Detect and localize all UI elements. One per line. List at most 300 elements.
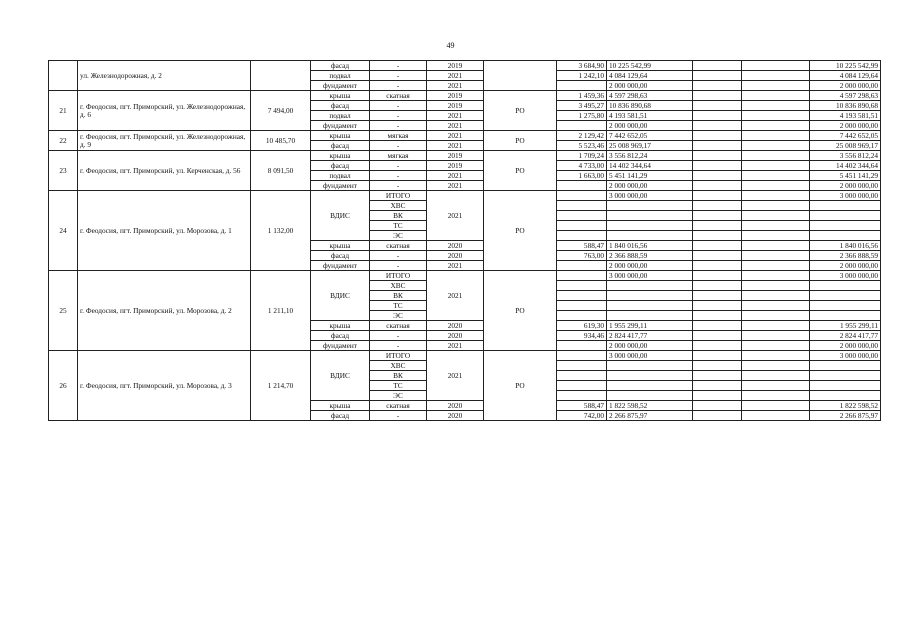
work-year: 2021 xyxy=(427,261,484,271)
empty-cell xyxy=(742,111,810,121)
work-year: 2021 xyxy=(427,111,484,121)
cost-cell: 2 824 417,77 xyxy=(607,331,693,341)
qty-cell xyxy=(557,361,607,371)
ro-label: РО xyxy=(484,351,557,421)
work-year: 2019 xyxy=(427,151,484,161)
cost-cell xyxy=(607,201,693,211)
cost-cell xyxy=(607,361,693,371)
vdis-sub-label: ЭС xyxy=(370,231,427,241)
total-cell xyxy=(810,211,881,221)
qty-cell: 588,47 xyxy=(557,401,607,411)
empty-cell xyxy=(742,201,810,211)
cost-cell: 7 442 652,05 xyxy=(607,131,693,141)
table-row xyxy=(49,271,881,281)
work-name: крыша xyxy=(311,151,370,161)
empty-cell xyxy=(693,391,742,401)
total-cell: 1 955 299,11 xyxy=(810,321,881,331)
total-cell: 2 000 000,00 xyxy=(810,341,881,351)
total-cell: 2 000 000,00 xyxy=(810,181,881,191)
vdis-sub-label: ЭС xyxy=(370,391,427,401)
total-cell: 1 822 598,52 xyxy=(810,401,881,411)
qty-cell xyxy=(557,121,607,131)
vdis-sub-label: ТС xyxy=(370,221,427,231)
building-area: 8 091,50 xyxy=(251,151,311,191)
qty-cell: 742,00 xyxy=(557,411,607,421)
qty-cell xyxy=(557,211,607,221)
vdis-label: ВДИС xyxy=(311,351,370,401)
total-cell: 4 084 129,64 xyxy=(810,71,881,81)
cost-cell: 4 193 581,51 xyxy=(607,111,693,121)
total-cell: 1 840 016,56 xyxy=(810,241,881,251)
address: г. Феодосия, пгт. Приморский, ул. Морозова, д. 2 xyxy=(78,271,251,351)
cost-cell xyxy=(607,391,693,401)
empty-cell xyxy=(693,81,742,91)
cost-cell: 3 000 000,00 xyxy=(607,271,693,281)
total-cell: 5 451 141,29 xyxy=(810,171,881,181)
total-cell xyxy=(810,391,881,401)
work-type: - xyxy=(370,261,427,271)
work-name: фасад xyxy=(311,161,370,171)
qty-cell xyxy=(557,221,607,231)
address: г. Феодосия, пгт. Приморский, ул. Железнодорожная, д. 6 xyxy=(78,91,251,131)
work-name: крыша xyxy=(311,91,370,101)
qty-cell xyxy=(557,81,607,91)
total-cell: 3 000 000,00 xyxy=(810,351,881,361)
vdis-label: ВДИС xyxy=(311,191,370,241)
empty-cell xyxy=(742,61,810,71)
table-row xyxy=(49,351,881,361)
total-cell xyxy=(810,231,881,241)
cost-cell: 25 008 969,17 xyxy=(607,141,693,151)
empty-cell xyxy=(742,81,810,91)
building-area xyxy=(251,61,311,91)
vdis-sub-label: ВК xyxy=(370,291,427,301)
empty-cell xyxy=(693,281,742,291)
qty-cell: 5 523,46 xyxy=(557,141,607,151)
ro-label xyxy=(484,61,557,91)
empty-cell xyxy=(742,311,810,321)
work-year: 2020 xyxy=(427,411,484,421)
qty-cell: 1 275,80 xyxy=(557,111,607,121)
building-area: 7 494,00 xyxy=(251,91,311,131)
table-row xyxy=(49,61,881,71)
qty-cell xyxy=(557,351,607,361)
empty-cell xyxy=(693,91,742,101)
cost-cell: 4 084 129,64 xyxy=(607,71,693,81)
total-cell: 3 000 000,00 xyxy=(810,271,881,281)
work-year: 2020 xyxy=(427,241,484,251)
work-type: - xyxy=(370,121,427,131)
qty-cell xyxy=(557,231,607,241)
empty-cell xyxy=(693,401,742,411)
address: г. Феодосия, пгт. Приморский, ул. Железнодорожная, д. 9 xyxy=(78,131,251,151)
qty-cell: 3 495,27 xyxy=(557,101,607,111)
row-number: 21 xyxy=(49,91,78,131)
total-cell: 25 008 969,17 xyxy=(810,141,881,151)
total-cell: 2 000 000,00 xyxy=(810,81,881,91)
empty-cell xyxy=(693,241,742,251)
empty-cell xyxy=(693,141,742,151)
work-name: крыша xyxy=(311,241,370,251)
empty-cell xyxy=(742,361,810,371)
total-cell xyxy=(810,311,881,321)
total-cell: 2 000 000,00 xyxy=(810,261,881,271)
work-year: 2019 xyxy=(427,91,484,101)
qty-cell xyxy=(557,191,607,201)
work-year: 2019 xyxy=(427,101,484,111)
work-type: - xyxy=(370,71,427,81)
cost-cell: 2 000 000,00 xyxy=(607,261,693,271)
cost-cell: 2 000 000,00 xyxy=(607,81,693,91)
qty-cell: 1 709,24 xyxy=(557,151,607,161)
empty-cell xyxy=(693,61,742,71)
empty-cell xyxy=(693,211,742,221)
ro-label: РО xyxy=(484,151,557,191)
empty-cell xyxy=(742,211,810,221)
work-type: - xyxy=(370,341,427,351)
work-type: скатная xyxy=(370,91,427,101)
cost-cell: 3 000 000,00 xyxy=(607,191,693,201)
cost-cell xyxy=(607,381,693,391)
building-area: 1 132,00 xyxy=(251,191,311,271)
total-cell xyxy=(810,381,881,391)
empty-cell xyxy=(693,101,742,111)
total-cell: 14 402 344,64 xyxy=(810,161,881,171)
total-cell: 7 442 652,05 xyxy=(810,131,881,141)
total-cell: 3 000 000,00 xyxy=(810,191,881,201)
empty-cell xyxy=(742,321,810,331)
table-row xyxy=(49,91,881,101)
empty-cell xyxy=(742,121,810,131)
qty-cell: 2 129,42 xyxy=(557,131,607,141)
work-name: фасад xyxy=(311,331,370,341)
empty-cell xyxy=(742,101,810,111)
work-type: - xyxy=(370,181,427,191)
page-number: 49 xyxy=(446,41,455,50)
empty-cell xyxy=(742,181,810,191)
cost-cell xyxy=(607,301,693,311)
empty-cell xyxy=(742,331,810,341)
work-type: - xyxy=(370,171,427,181)
total-cell xyxy=(810,361,881,371)
work-name: крыша xyxy=(311,401,370,411)
address: ул. Железнодорожная, д. 2 xyxy=(78,61,251,91)
empty-cell xyxy=(742,191,810,201)
qty-cell xyxy=(557,201,607,211)
empty-cell xyxy=(742,241,810,251)
work-name: фасад xyxy=(311,101,370,111)
cost-cell: 14 402 344,64 xyxy=(607,161,693,171)
empty-cell xyxy=(742,91,810,101)
empty-cell xyxy=(742,161,810,171)
qty-cell: 1 459,36 xyxy=(557,91,607,101)
work-year: 2020 xyxy=(427,401,484,411)
total-cell: 4 193 581,51 xyxy=(810,111,881,121)
qty-cell: 763,00 xyxy=(557,251,607,261)
cost-cell xyxy=(607,291,693,301)
cost-cell: 2 000 000,00 xyxy=(607,341,693,351)
total-cell: 10 836 890,68 xyxy=(810,101,881,111)
row-number: 25 xyxy=(49,271,78,351)
empty-cell xyxy=(742,151,810,161)
empty-cell xyxy=(693,301,742,311)
total-cell xyxy=(810,291,881,301)
empty-cell xyxy=(742,281,810,291)
empty-cell xyxy=(693,161,742,171)
ro-label: РО xyxy=(484,271,557,351)
work-name: фасад xyxy=(311,251,370,261)
table-row xyxy=(49,131,881,141)
cost-cell: 5 451 141,29 xyxy=(607,171,693,181)
vdis-year: 2021 xyxy=(427,351,484,401)
work-year: 2021 xyxy=(427,81,484,91)
empty-cell xyxy=(742,291,810,301)
empty-cell xyxy=(742,301,810,311)
work-year: 2020 xyxy=(427,321,484,331)
building-area: 1 211,10 xyxy=(251,271,311,351)
cost-cell xyxy=(607,231,693,241)
empty-cell xyxy=(693,291,742,301)
work-name: фасад xyxy=(311,61,370,71)
empty-cell xyxy=(742,221,810,231)
total-cell: 2 824 417,77 xyxy=(810,331,881,341)
vdis-sub-label: ХВС xyxy=(370,361,427,371)
empty-cell xyxy=(693,151,742,161)
qty-cell xyxy=(557,271,607,281)
qty-cell xyxy=(557,281,607,291)
work-type: мягкая xyxy=(370,151,427,161)
total-cell: 2 266 875,97 xyxy=(810,411,881,421)
work-type: - xyxy=(370,81,427,91)
vdis-sub-label: ВК xyxy=(370,371,427,381)
total-cell: 4 597 298,63 xyxy=(810,91,881,101)
vdis-year: 2021 xyxy=(427,271,484,321)
building-area: 10 485,70 xyxy=(251,131,311,151)
work-name: крыша xyxy=(311,321,370,331)
work-year: 2021 xyxy=(427,181,484,191)
row-number xyxy=(49,61,78,91)
work-name: фундамент xyxy=(311,341,370,351)
vdis-sub-label: ЭС xyxy=(370,311,427,321)
empty-cell xyxy=(693,411,742,421)
total-cell xyxy=(810,371,881,381)
work-type: - xyxy=(370,251,427,261)
row-number: 26 xyxy=(49,351,78,421)
cost-cell xyxy=(607,211,693,221)
work-type: - xyxy=(370,111,427,121)
vdis-sub-label: ТС xyxy=(370,301,427,311)
qty-cell xyxy=(557,381,607,391)
vdis-year: 2021 xyxy=(427,191,484,241)
qty-cell: 1 242,10 xyxy=(557,71,607,81)
empty-cell xyxy=(693,321,742,331)
empty-cell xyxy=(742,341,810,351)
work-year: 2020 xyxy=(427,331,484,341)
empty-cell xyxy=(693,331,742,341)
address: г. Феодосия, пгт. Приморский, ул. Морозова, д. 3 xyxy=(78,351,251,421)
work-type: скатная xyxy=(370,241,427,251)
work-year: 2019 xyxy=(427,61,484,71)
vdis-itogo-label: ИТОГО xyxy=(370,351,427,361)
work-type: - xyxy=(370,141,427,151)
total-cell: 2 366 888,59 xyxy=(810,251,881,261)
cost-cell: 1 955 299,11 xyxy=(607,321,693,331)
empty-cell xyxy=(742,171,810,181)
qty-cell xyxy=(557,181,607,191)
cost-cell: 10 836 890,68 xyxy=(607,101,693,111)
vdis-sub-label: ХВС xyxy=(370,281,427,291)
qty-cell xyxy=(557,341,607,351)
empty-cell xyxy=(742,391,810,401)
empty-cell xyxy=(693,381,742,391)
empty-cell xyxy=(742,261,810,271)
qty-cell xyxy=(557,291,607,301)
empty-cell xyxy=(693,361,742,371)
empty-cell xyxy=(742,131,810,141)
work-year: 2021 xyxy=(427,131,484,141)
table-row xyxy=(49,151,881,161)
empty-cell xyxy=(693,221,742,231)
qty-cell xyxy=(557,391,607,401)
work-year: 2021 xyxy=(427,141,484,151)
work-name: фундамент xyxy=(311,81,370,91)
vdis-sub-label: ХВС xyxy=(370,201,427,211)
cost-cell xyxy=(607,371,693,381)
cost-cell: 3 556 812,24 xyxy=(607,151,693,161)
empty-cell xyxy=(742,141,810,151)
vdis-itogo-label: ИТОГО xyxy=(370,271,427,281)
ro-label: РО xyxy=(484,131,557,151)
empty-cell xyxy=(742,251,810,261)
empty-cell xyxy=(693,261,742,271)
work-name: крыша xyxy=(311,131,370,141)
empty-cell xyxy=(742,351,810,361)
empty-cell xyxy=(693,341,742,351)
work-year: 2019 xyxy=(427,161,484,171)
qty-cell: 588,47 xyxy=(557,241,607,251)
empty-cell xyxy=(693,351,742,361)
work-name: подвал xyxy=(311,171,370,181)
cost-cell: 2 000 000,00 xyxy=(607,121,693,131)
empty-cell xyxy=(693,191,742,201)
vdis-itogo-label: ИТОГО xyxy=(370,191,427,201)
qty-cell: 1 663,00 xyxy=(557,171,607,181)
empty-cell xyxy=(693,131,742,141)
work-name: фундамент xyxy=(311,181,370,191)
total-cell: 2 000 000,00 xyxy=(810,121,881,131)
work-type: скатная xyxy=(370,401,427,411)
row-number: 23 xyxy=(49,151,78,191)
empty-cell xyxy=(693,271,742,281)
work-name: подвал xyxy=(311,111,370,121)
row-number: 22 xyxy=(49,131,78,151)
work-name: фасад xyxy=(311,141,370,151)
total-cell xyxy=(810,201,881,211)
vdis-sub-label: ТС xyxy=(370,381,427,391)
cost-cell: 1 840 016,56 xyxy=(607,241,693,251)
work-type: - xyxy=(370,61,427,71)
empty-cell xyxy=(742,411,810,421)
table-row xyxy=(49,191,881,201)
cost-cell: 2 000 000,00 xyxy=(607,181,693,191)
ro-label: РО xyxy=(484,91,557,131)
vdis-sub-label: ВК xyxy=(370,211,427,221)
empty-cell xyxy=(693,371,742,381)
empty-cell xyxy=(693,181,742,191)
work-year: 2020 xyxy=(427,251,484,261)
empty-cell xyxy=(742,71,810,81)
cost-cell xyxy=(607,311,693,321)
cost-cell: 1 822 598,52 xyxy=(607,401,693,411)
work-year: 2021 xyxy=(427,341,484,351)
empty-cell xyxy=(742,231,810,241)
work-type: - xyxy=(370,161,427,171)
empty-cell xyxy=(742,401,810,411)
address: г. Феодосия, пгт. Приморский, ул. Керченская, д. 56 xyxy=(78,151,251,191)
empty-cell xyxy=(693,311,742,321)
empty-cell xyxy=(742,271,810,281)
work-name: фундамент xyxy=(311,121,370,131)
work-name: подвал xyxy=(311,71,370,81)
building-area: 1 214,70 xyxy=(251,351,311,421)
total-cell xyxy=(810,221,881,231)
qty-cell xyxy=(557,311,607,321)
total-cell xyxy=(810,301,881,311)
work-year: 2021 xyxy=(427,171,484,181)
cost-cell: 10 225 542,99 xyxy=(607,61,693,71)
work-type: мягкая xyxy=(370,131,427,141)
qty-cell: 3 684,90 xyxy=(557,61,607,71)
cost-cell: 2 266 875,97 xyxy=(607,411,693,421)
work-type: - xyxy=(370,101,427,111)
ro-label: РО xyxy=(484,191,557,271)
total-cell: 3 556 812,24 xyxy=(810,151,881,161)
qty-cell: 4 733,00 xyxy=(557,161,607,171)
cost-cell xyxy=(607,221,693,231)
total-cell xyxy=(810,281,881,291)
cost-cell: 2 366 888,59 xyxy=(607,251,693,261)
cost-cell: 3 000 000,00 xyxy=(607,351,693,361)
empty-cell xyxy=(742,381,810,391)
work-name: фасад xyxy=(311,411,370,421)
vdis-label: ВДИС xyxy=(311,271,370,321)
work-year: 2021 xyxy=(427,121,484,131)
qty-cell: 619,30 xyxy=(557,321,607,331)
empty-cell xyxy=(693,231,742,241)
address: г. Феодосия, пгт. Приморский, ул. Морозова, д. 1 xyxy=(78,191,251,271)
empty-cell xyxy=(693,71,742,81)
work-type: - xyxy=(370,411,427,421)
qty-cell xyxy=(557,371,607,381)
work-type: - xyxy=(370,331,427,341)
qty-cell xyxy=(557,261,607,271)
work-year: 2021 xyxy=(427,71,484,81)
empty-cell xyxy=(693,251,742,261)
repair-schedule-table xyxy=(48,60,881,421)
empty-cell xyxy=(693,111,742,121)
work-type: скатная xyxy=(370,321,427,331)
total-cell: 10 225 542,99 xyxy=(810,61,881,71)
cost-cell xyxy=(607,281,693,291)
qty-cell xyxy=(557,301,607,311)
empty-cell xyxy=(742,371,810,381)
empty-cell xyxy=(693,171,742,181)
row-number: 24 xyxy=(49,191,78,271)
cost-cell: 4 597 298,63 xyxy=(607,91,693,101)
empty-cell xyxy=(693,121,742,131)
work-name: фундамент xyxy=(311,261,370,271)
empty-cell xyxy=(693,201,742,211)
